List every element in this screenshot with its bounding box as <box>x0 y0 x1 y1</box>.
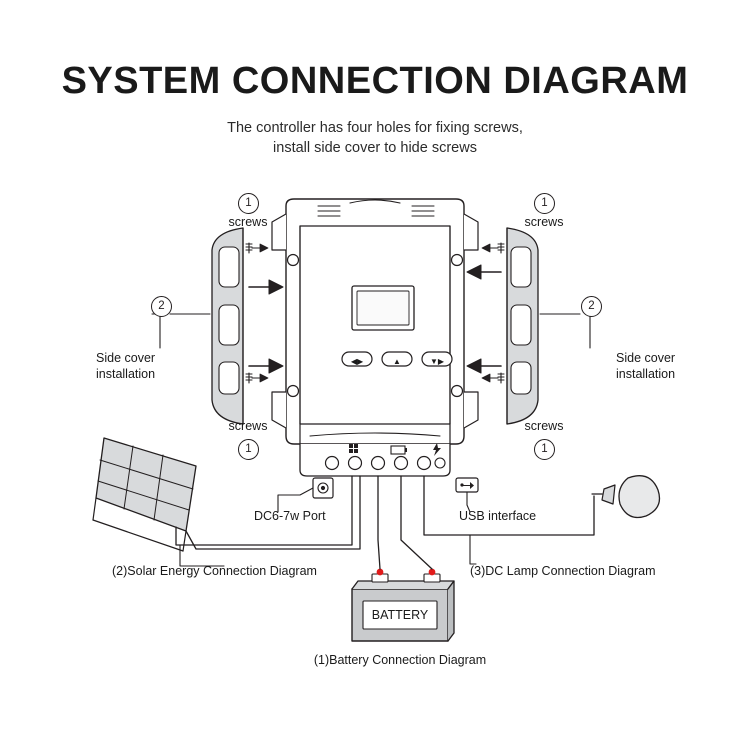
marker-one-bottom-left: 1 <box>238 439 259 460</box>
down-button[interactable]: ▼▶ <box>429 357 445 366</box>
side-cover-left-label <box>96 350 155 382</box>
side-cover-left-line-1: Side cover <box>96 351 156 365</box>
solar-panel <box>93 438 196 551</box>
battery-connection-caption: (1)Battery Connection Diagram <box>313 653 487 667</box>
leader-left-side-cover <box>152 314 160 348</box>
controller-body <box>272 199 478 498</box>
screws-label-bottom-left: screws <box>228 419 268 433</box>
back-button[interactable]: ◀▶ <box>350 357 364 366</box>
side-cover-right-line-1: Side cover <box>616 351 676 365</box>
side-cover-left <box>212 228 243 424</box>
install-arrow-right-lower <box>467 359 501 373</box>
screws-label-top-left: screws <box>228 215 268 229</box>
subtitle-line-2: install side cover to hide screws <box>273 140 477 156</box>
dc-port-label: DC6-7w Port <box>254 509 326 523</box>
dc-lamp <box>592 476 660 518</box>
marker-two-right: 2 <box>581 296 602 317</box>
marker-one-top-right: 1 <box>534 193 555 214</box>
marker-one-bottom-right: 1 <box>534 439 555 460</box>
solar-connection-caption: (2)Solar Energy Connection Diagram <box>112 564 317 578</box>
battery-body-label: BATTERY <box>371 608 429 622</box>
leader-right-side-cover <box>590 314 598 348</box>
lamp-connection-caption: (3)DC Lamp Connection Diagram <box>470 564 656 578</box>
marker-one-top-left: 1 <box>238 193 259 214</box>
side-cover-right <box>507 228 538 424</box>
battery <box>352 569 454 641</box>
side-cover-right-label <box>616 350 675 382</box>
screw-arrow-left-top <box>246 243 268 253</box>
usb-interface-label: USB interface <box>459 509 537 523</box>
install-arrow-left-lower <box>249 359 283 373</box>
up-button[interactable]: ▲ <box>393 357 401 366</box>
caption-leaders <box>180 535 476 566</box>
install-arrow-right-upper <box>467 265 501 279</box>
screws-label-top-right: screws <box>524 215 564 229</box>
side-cover-left-line-2: installation <box>96 367 156 381</box>
side-cover-right-line-2: installation <box>616 367 676 381</box>
screw-arrow-right-top <box>482 243 504 253</box>
marker-two-left: 2 <box>151 296 172 317</box>
subtitle-line-1: The controller has four holes for fixing screws, <box>227 120 523 136</box>
install-arrow-left-upper <box>249 280 283 294</box>
screw-arrow-right-bottom <box>482 373 504 383</box>
page-title: SYSTEM CONNECTION DIAGRAM <box>61 60 689 102</box>
screws-label-bottom-right: screws <box>524 419 564 433</box>
screw-arrow-left-bottom <box>246 373 268 383</box>
lamp-wires <box>424 476 594 535</box>
